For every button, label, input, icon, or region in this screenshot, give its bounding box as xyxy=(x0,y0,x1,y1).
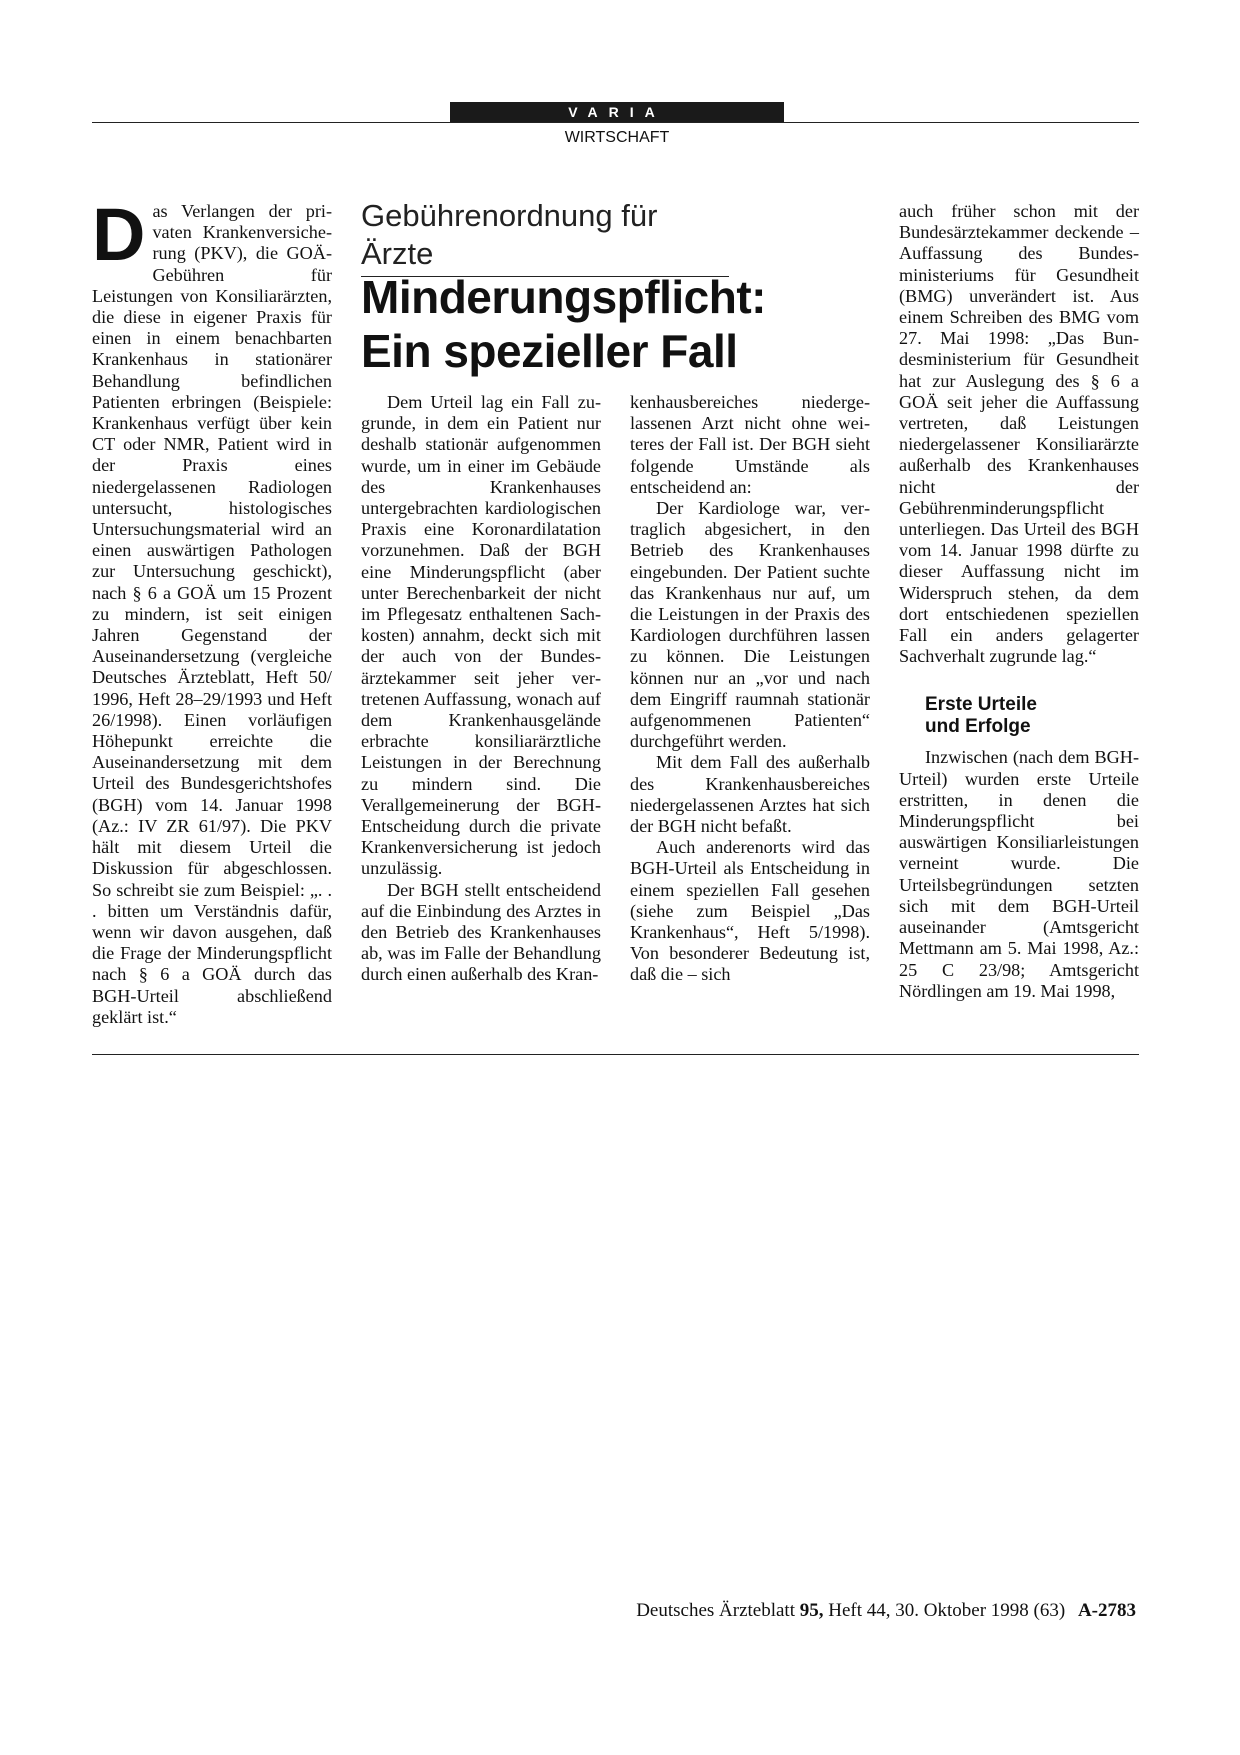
volume-number: 95, xyxy=(799,1600,824,1621)
paragraph: Der Kardiologe war, vertraglich abgesichert, in den Betrieb des Krankenhauses eingebunden. Der Patient suchte das Krankenhaus nur auf, um die Leistungen in der Praxis des Kardiologen durchführen lassen zu können. Die Leistungen können nur an „vor und nach dem Eingriff raumnah stationär aufgenommenen Patienten“ durchgeführt werden. xyxy=(630,498,870,752)
article-headline xyxy=(361,270,781,378)
paragraph: kenhausbereiches niedergelassenen Arzt nicht ohne weiteres der Fall ist. Der BGH sieht folgende Umstände als entscheidend an: xyxy=(630,392,870,497)
section-label: VARIA xyxy=(450,102,784,122)
drop-cap: D xyxy=(92,193,146,276)
paragraph: Mit dem Fall des außerhalb des Krankenhausbereiches niedergelassenen Arztes hat sich der BGH nicht befaßt. xyxy=(630,752,870,837)
paragraph: Dem Urteil lag ein Fall zugrunde, in dem ein Patient nur deshalb stationär aufgenommen wurde, um in einer im Gebäude des Krankenhauses untergebrachten kardiologischen Praxis eine Koronardilatation vorzunehmen. Daß der BGH eine Minderungspflicht (aber unter Berechenbarkeit der nicht im Pflegesatz enthaltenen Sachkosten) annahm, deckt sich mit der auch von der Bundesärztekammer seit jeher vertretenen Auffassung, wonach auf dem Krankenhausgelände erbrachte konsiliarärztliche Leistungen in der Berechnung zu mindern sind. Die Verallgemeinerung der BGH-Entscheidung durch die private Krankenversicherung ist jedoch unzulässig. xyxy=(361,392,601,879)
paragraph-text: as Verlangen der privaten Krankenversicherung (PKV), die GOÄ-Gebühren für Leistungen von Konsiliarärzten, die diese in eigener Praxis für einen in einem benachbarten Krankenhaus in stationärer Behandlung befindlichen Patienten erbringen (Beispiele: Krankenhaus verfügt über kein CT oder NMR, Patient wird in der Praxis eines niedergelassenen Radiologen untersucht, histologisches Untersuchungsmaterial wird an einen auswärtigen Pathologen zur Untersuchung geschickt), nach § 6 a GOÄ um 15 Prozent zu mindern, ist seit einigen Jahren Gegenstand der Auseinandersetzung (vergleiche Deutsches Ärzteblatt, Heft 50/ 1996, Heft 28–29/1993 und Heft 26/1998). Einen vorläufigen Höhepunkt erreichte die Auseinandersetzung mit dem Urteil des Bundesgerichtshofes (BGH) vom 14. Januar 1998 (Az.: IV ZR 61/97). Die PKV hält mit diesem Urteil die Diskussion für abgeschlossen. So schreibt sie zum Beispiel: „. . . bitten um Verständnis dafür, wenn wir davon ausgehen, daß die Frage der Minderungspflicht nach § 6 a GOÄ durch das BGH-Urteil abschließend geklärt ist.“ xyxy=(92,201,332,1027)
header-rule xyxy=(92,122,1139,123)
page-number: A-2783 xyxy=(1077,1600,1136,1621)
page-footer xyxy=(636,1600,1136,1622)
column-2 xyxy=(361,392,601,986)
issue-info: Heft 44, 30. Oktober 1998 (63) xyxy=(828,1600,1066,1621)
paragraph: auch früher schon mit der Bundesärztekammer deckende – Auffassung des Bundesministeriums für Gesundheit (BMG) unverändert ist. Aus einem Schreiben des BMG vom 27. Mai 1998: „Das Bundesministerium für Gesundheit hat zur Auslegung des § 6 a GOÄ seit jeher die Auffassung vertreten, daß Leistungen niedergelassener Konsiliarärzte außerhalb des Krankenhauses nicht der Gebührenminderungspflicht unterliegen. Das Urteil des BGH vom 14. Januar 1998 dürfte zu dieser Auffassung nicht im Widerspruch stehen, da dem dort entschiedenen speziellen Fall ein anders gelagerter Sachverhalt zugrunde lag.“ xyxy=(899,201,1139,667)
paragraph: Der BGH stellt entscheidend auf die Einbindung des Arztes in den Betrieb des Krankenhauses ab, was im Falle der Behandlung durch einen außerhalb des Kran- xyxy=(361,879,601,985)
subhead-line: Erste Urteile xyxy=(925,694,1037,716)
column-1 xyxy=(92,193,332,1028)
paragraph xyxy=(92,193,332,1028)
subhead-line: und Erfolge xyxy=(925,716,1031,738)
paragraph: Auch anderenorts wird das BGH-Urteil als Entscheidung in einem speziellen Fall gesehen (siehe zum Beispiel „Das Krankenhaus“, Heft 5/1998). Von besonderer Bedeutung ist, daß die – sich xyxy=(630,837,870,985)
headline-line: Minderungspflicht: xyxy=(361,271,766,323)
article-kicker: Gebührenordnung für Ärzte xyxy=(361,197,729,277)
journal-name: Deutsches Ärzteblatt xyxy=(636,1600,795,1621)
headline-line: Ein spezieller Fall xyxy=(361,325,738,377)
section-subhead xyxy=(925,694,1139,738)
bottom-rule xyxy=(92,1054,1139,1055)
column-3 xyxy=(630,392,870,986)
subsection-label: WIRTSCHAFT xyxy=(564,129,670,146)
paragraph: Inzwischen (nach dem BGH-Urteil) wurden erste Urteile erstritten, in denen die Minderungspflicht bei auswärtigen Konsiliarleistungen verneint wurde. Die Urteilsbegründungen setzten sich mit dem BGH-Urteil auseinander (Amtsgericht Mettmann am 5. Mai 1998, Az.: 25 C 23/98; Amtsgericht Nördlingen am 19. Mai 1998, xyxy=(899,747,1139,1001)
column-4 xyxy=(899,201,1139,1002)
